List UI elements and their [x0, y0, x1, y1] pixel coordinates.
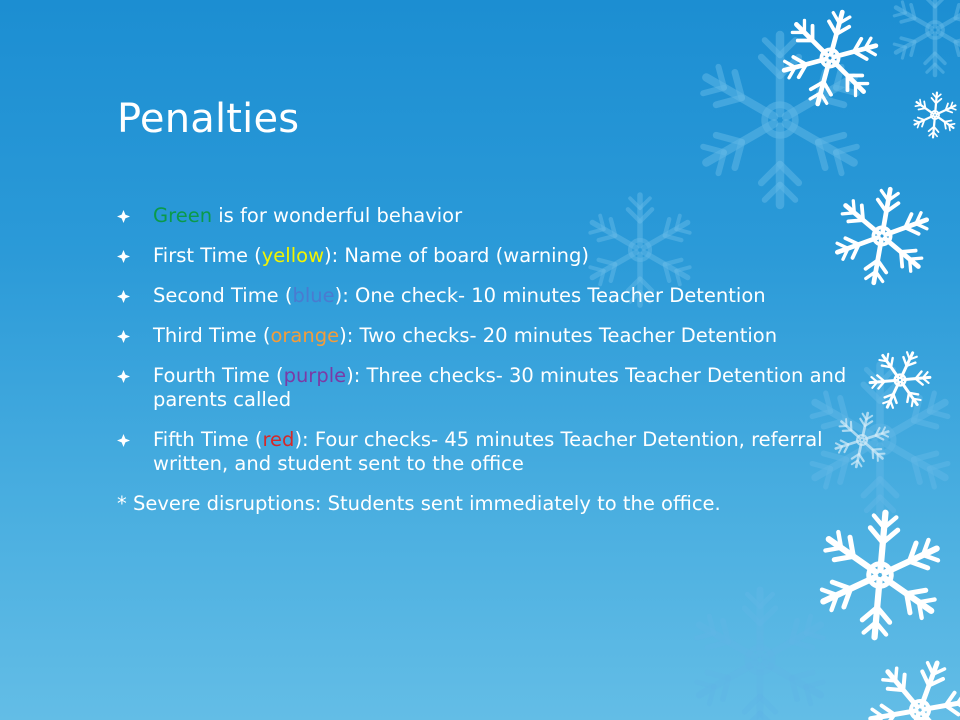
color-word-yellow: yellow	[261, 244, 325, 267]
color-word-red: red	[262, 428, 295, 451]
list-item	[117, 244, 857, 268]
item-rest: ): Two checks- 20 minutes Teacher Detention	[339, 324, 778, 347]
four-point-diamond-bullet-icon	[117, 330, 130, 343]
slide-content	[117, 204, 857, 516]
four-point-diamond-bullet-icon	[117, 210, 130, 223]
severe-disruption-note: * Severe disruptions: Students sent immediately to the office.	[117, 492, 721, 515]
four-point-diamond-bullet-icon	[117, 434, 130, 447]
item-lead: Fifth Time (	[153, 428, 263, 451]
item-rest: ): Three checks- 30 minutes Teacher Detention and parents called	[153, 364, 847, 411]
penalty-list	[117, 204, 857, 476]
list-item	[117, 204, 857, 228]
item-rest: ): Four checks- 45 minutes Teacher Detention, referral written, and student sent to the office	[153, 428, 823, 475]
item-rest: ): One check- 10 minutes Teacher Detention	[334, 284, 766, 307]
item-lead: Third Time (	[153, 324, 271, 347]
list-item	[117, 364, 857, 412]
item-rest: is for wonderful behavior	[212, 204, 463, 227]
four-point-diamond-bullet-icon	[117, 370, 130, 383]
item-rest: ): Name of board (warning)	[324, 244, 589, 267]
four-point-diamond-bullet-icon	[117, 290, 130, 303]
list-item	[117, 284, 857, 308]
list-item	[117, 324, 857, 348]
color-word-blue: blue	[292, 284, 335, 307]
color-word-green: Green	[153, 204, 213, 227]
four-point-diamond-bullet-icon	[117, 250, 130, 263]
item-lead: Fourth Time (	[153, 364, 284, 387]
color-word-orange: orange	[270, 324, 340, 347]
list-item	[117, 428, 857, 476]
slide-title: Penalties	[117, 96, 300, 142]
color-word-purple: purple	[283, 364, 347, 387]
item-lead: First Time (	[153, 244, 262, 267]
item-lead: Second Time (	[153, 284, 293, 307]
